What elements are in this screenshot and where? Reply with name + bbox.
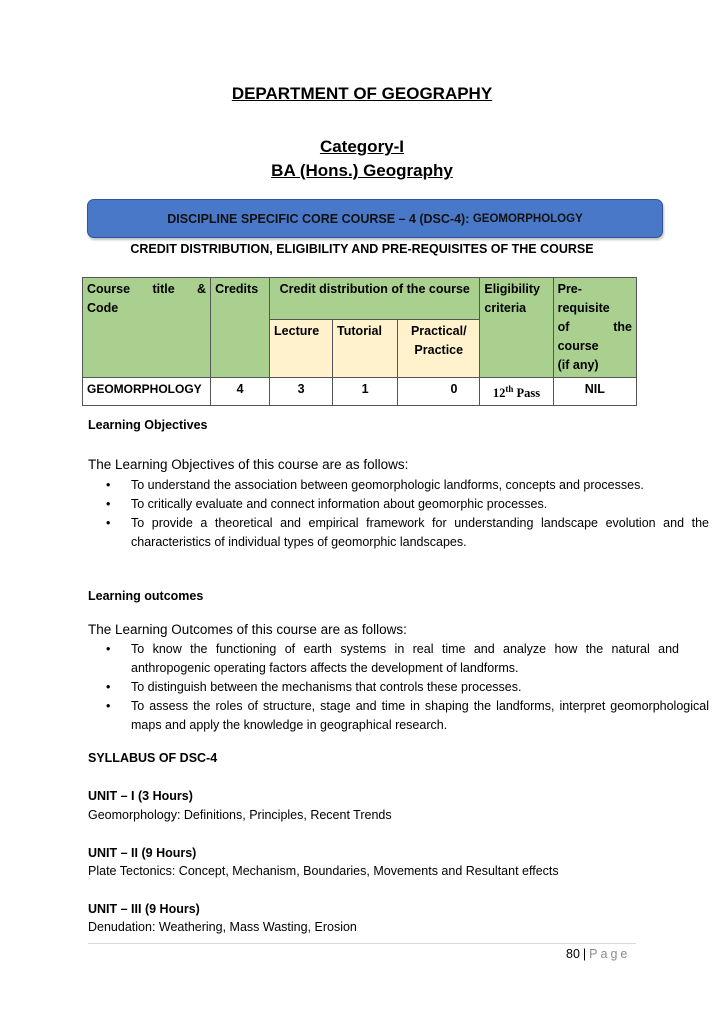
cell-tutorial: 1 — [333, 378, 398, 406]
credit-table — [82, 277, 637, 406]
category-title: Category-I — [319, 137, 405, 156]
course-banner — [87, 199, 663, 238]
list-item: • To understand the association between geomorphologic landforms, concepts and processes. — [131, 476, 709, 495]
cell-course-title: GEOMORPHOLOGY — [83, 378, 211, 406]
learning-outcomes-lead: The Learning Outcomes of this course are as follows: — [88, 622, 407, 637]
header-credits: Credits — [211, 278, 270, 378]
header-prerequisite: Pre- requisite of the course (if any) — [553, 278, 636, 378]
category-block — [0, 135, 724, 183]
header-course-title: Course title & Code — [83, 278, 211, 378]
learning-outcomes-heading: Learning outcomes — [88, 589, 204, 603]
unit-2-description: Plate Tectonics: Concept, Mechanism, Boundaries, Movements and Resultant effects — [88, 864, 559, 878]
list-item: • To provide a theoretical and empirical framework for understanding landscape evolution and the characteristics of individual types of geomorphic landscapes. — [131, 514, 709, 552]
banner-course-code: DISCIPLINE SPECIFIC CORE COURSE – 4 (DSC-4): — [167, 211, 473, 226]
list-item: • To know the functioning of earth systems in real time and analyze how the natural and anthropogenic operating factors affects the development of landforms. — [131, 640, 709, 678]
department-title: DEPARTMENT OF GEOGRAPHY — [231, 84, 493, 103]
syllabus-heading: SYLLABUS OF DSC-4 — [88, 751, 218, 765]
page-number: 80 — [566, 947, 580, 961]
unit-1-title: UNIT – I (3 Hours) — [88, 789, 193, 803]
page-word: Page — [589, 947, 631, 961]
learning-objectives-lead: The Learning Objectives of this course are as follows: — [88, 457, 409, 472]
header-eligibility: Eligibility criteria — [480, 278, 553, 378]
unit-3-description: Denudation: Weathering, Mass Wasting, Erosion — [88, 920, 357, 934]
table-row — [83, 378, 637, 406]
page-footer — [566, 947, 630, 961]
unit-2-title: UNIT – II (9 Hours) — [88, 846, 197, 860]
learning-outcomes-list — [88, 640, 709, 735]
cell-eligibility: 12th Pass — [480, 378, 553, 406]
list-item: • To distinguish between the mechanisms that controls these processes. — [131, 678, 709, 697]
header-practical: Practical/ Practice — [398, 320, 480, 378]
credit-distribution-heading: CREDIT DISTRIBUTION, ELIGIBILITY AND PRE-REQUISITES OF THE COURSE — [130, 242, 594, 256]
list-item: • To critically evaluate and connect information about geomorphic processes. — [131, 495, 709, 514]
banner-course-name: GEOMORPHOLOGY — [472, 212, 583, 225]
cell-lecture: 3 — [270, 378, 333, 406]
learning-objectives-heading: Learning Objectives — [88, 418, 208, 432]
unit-1-description: Geomorphology: Definitions, Principles, Recent Trends — [88, 808, 392, 822]
cell-prerequisite: NIL — [553, 378, 636, 406]
cell-practical: 0 — [398, 378, 480, 406]
footer-divider — [88, 943, 636, 944]
programme-title: BA (Hons.) Geography — [271, 161, 453, 180]
header-lecture: Lecture — [270, 320, 333, 378]
header-credit-distribution: Credit distribution of the course — [270, 278, 480, 320]
list-item: • To assess the roles of structure, stage and time in shaping the landforms, interpret geomorphological maps and apply the knowledge in geographical research. — [131, 697, 709, 735]
header-tutorial: Tutorial — [333, 320, 398, 378]
page-separator: | — [582, 947, 587, 961]
unit-3-title: UNIT – III (9 Hours) — [88, 902, 200, 916]
cell-credits: 4 — [211, 378, 270, 406]
learning-objectives-list — [88, 476, 709, 552]
